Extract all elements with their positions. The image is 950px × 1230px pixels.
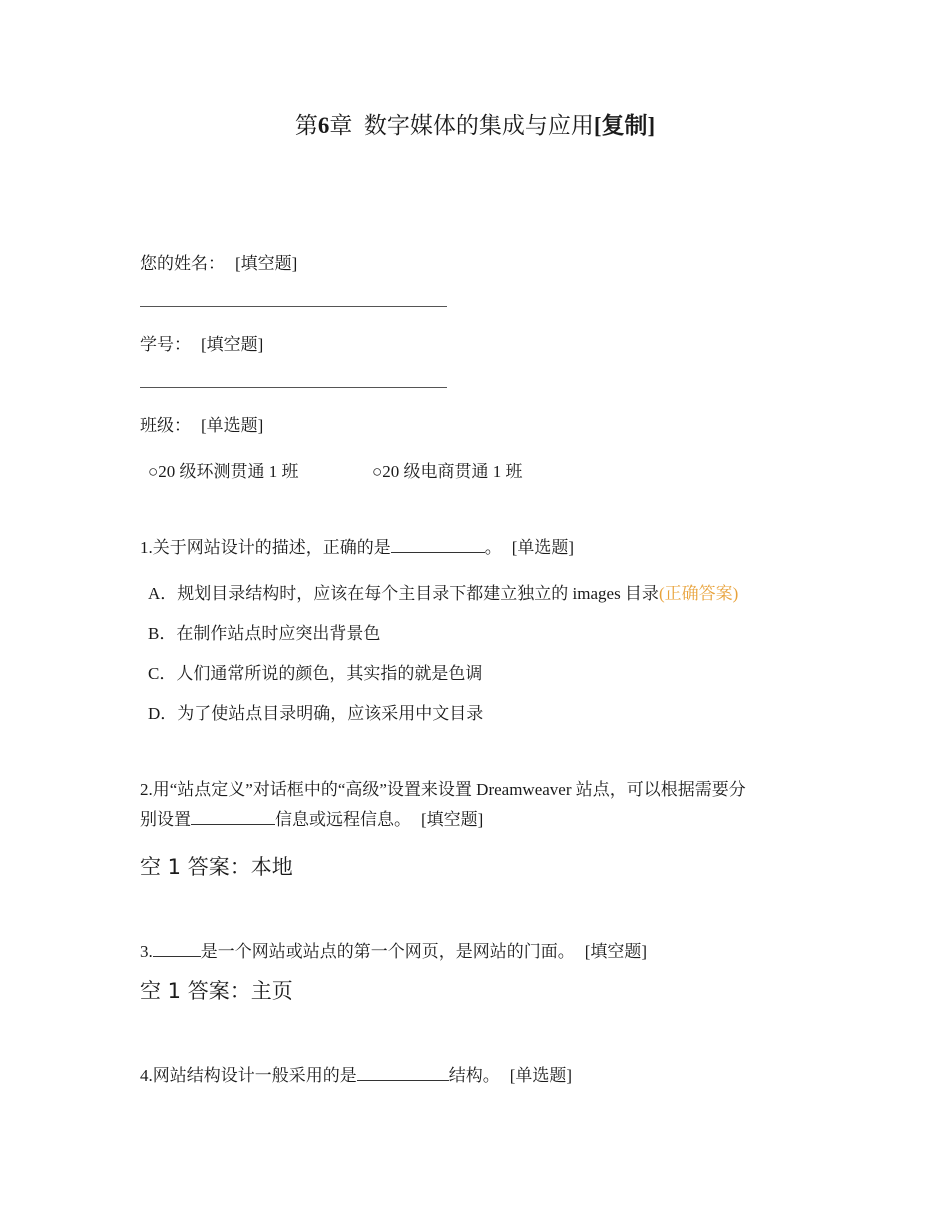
- question-3: [140, 940, 647, 964]
- question-1-option-c[interactable]: C．人们通常所说的颜色，其实指的就是色调: [148, 664, 483, 683]
- question-2-line-1: 2.用“站点定义”对话框中的“高级”设置来设置 Dreamweaver 站点，可以根据需要分: [140, 780, 746, 799]
- student-id-label: 学号：: [140, 335, 191, 354]
- name-answer-line[interactable]: [140, 306, 447, 307]
- class-label: 班级：: [140, 416, 191, 435]
- question-3-blank: [153, 940, 201, 957]
- option-a-label: A．规划目录结构时，应该在每个主目录下都建立独立的 images 目录: [148, 584, 659, 603]
- name-type-tag: [填空题]: [235, 254, 298, 273]
- question-1-option-b[interactable]: B．在制作站点时应突出背景色: [148, 624, 381, 643]
- student-id-question: [140, 333, 263, 357]
- question-2-text-end: 信息或远程信息。: [275, 810, 411, 829]
- question-2-answer: 空 1 答案：本地: [140, 855, 293, 879]
- question-2-text: 别设置: [140, 810, 191, 829]
- name-label: 您的姓名：: [140, 254, 225, 273]
- question-2-blank: [191, 808, 275, 825]
- title-chapter-number: 6: [317, 113, 330, 138]
- class-type-tag: [单选题]: [201, 416, 264, 435]
- question-2-type-tag: [填空题]: [421, 810, 484, 829]
- question-1-option-a[interactable]: [148, 582, 738, 606]
- question-3-answer: 空 1 答案：主页: [140, 979, 293, 1003]
- name-question: [140, 252, 297, 276]
- question-1: [140, 536, 574, 560]
- title-chapter: 章: [329, 113, 353, 138]
- question-3-type-tag: [填空题]: [584, 942, 648, 961]
- question-4-text: 4.网站结构设计一般采用的是: [140, 1066, 357, 1085]
- student-id-type-tag: [填空题]: [201, 335, 264, 354]
- question-2-line-2: [140, 805, 820, 835]
- correct-answer-note: (正确答案): [658, 584, 739, 603]
- page-title: [0, 110, 950, 142]
- title-prefix: 第: [294, 113, 318, 138]
- question-2: [140, 775, 820, 835]
- question-4-text-end: 结构。: [448, 1066, 500, 1085]
- question-3-number: 3.: [140, 942, 153, 961]
- question-4-type-tag: [单选题]: [509, 1066, 573, 1085]
- class-option-2[interactable]: ○20 级电商贯通 1 班: [372, 462, 523, 481]
- class-option-1[interactable]: ○20 级环测贯通 1 班: [148, 462, 299, 481]
- question-3-text: 是一个网站或站点的第一个网页，是网站的门面。: [200, 942, 575, 961]
- question-4: [140, 1064, 572, 1088]
- question-1-type-tag: [单选题]: [511, 538, 575, 557]
- question-1-blank: [391, 536, 485, 553]
- question-1-option-d[interactable]: D．为了使站点目录明确，应该采用中文目录: [148, 704, 484, 723]
- title-suffix: [复制]: [593, 113, 656, 138]
- student-id-answer-line[interactable]: [140, 387, 447, 388]
- class-question: [140, 414, 263, 438]
- question-1-text: 1.关于网站设计的描述，正确的是: [140, 538, 391, 557]
- question-4-blank: [357, 1064, 449, 1081]
- question-1-text-end: 。: [484, 538, 502, 557]
- title-text: 数字媒体的集成与应用: [363, 113, 594, 138]
